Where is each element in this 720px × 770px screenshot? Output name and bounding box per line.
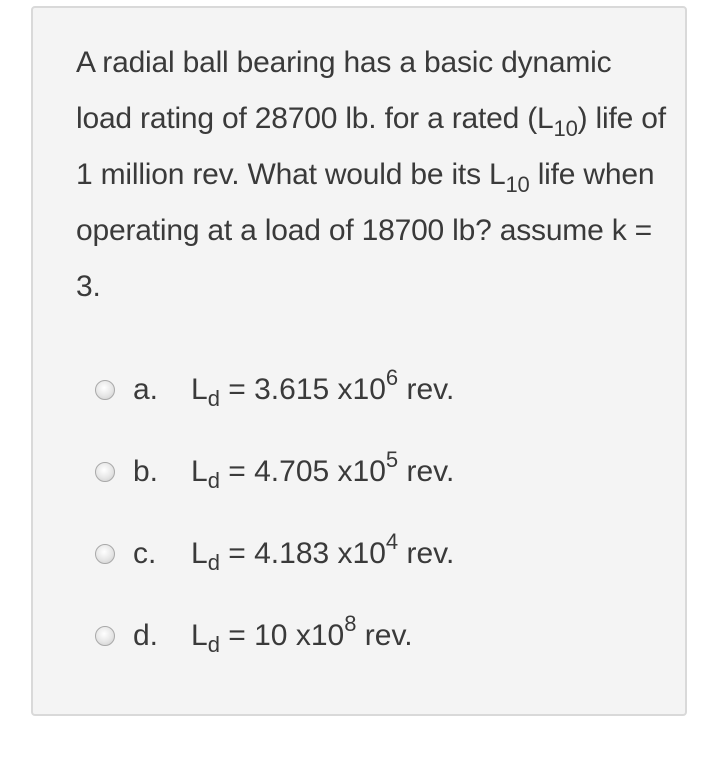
- option-d[interactable]: [95, 608, 655, 690]
- option-answer: [191, 362, 454, 418]
- answer-exponent: 8: [344, 611, 357, 636]
- answer-variable-subscript: d: [207, 632, 220, 657]
- question-text-part-1: A radial ball bearing has a basic dynamic load rating of 28700 lb. for a rated (L: [76, 46, 612, 135]
- answer-variable: L: [191, 455, 208, 488]
- answer-unit: rev.: [398, 537, 455, 570]
- answer-variable-subscript: d: [207, 386, 220, 411]
- answer-value: = 10 x10: [219, 619, 345, 652]
- answer-exponent: 6: [385, 365, 399, 390]
- question-subscript-2: 10: [505, 172, 530, 197]
- answer-variable: L: [191, 373, 208, 406]
- answer-value: = 3.615 x10: [219, 373, 386, 406]
- radio-button-c[interactable]: [95, 544, 115, 564]
- option-letter: d.: [133, 619, 159, 652]
- answer-exponent: 5: [385, 447, 399, 472]
- answer-variable-subscript: d: [207, 550, 220, 575]
- option-answer: [191, 608, 413, 664]
- radio-button-a[interactable]: [95, 380, 115, 400]
- answer-exponent: 4: [385, 529, 399, 554]
- answer-unit: rev.: [356, 619, 413, 652]
- answer-unit: rev.: [398, 455, 455, 488]
- answer-variable-subscript: d: [207, 468, 220, 493]
- answer-variable: L: [191, 537, 208, 570]
- option-b[interactable]: [95, 444, 655, 526]
- answer-options: [95, 362, 655, 690]
- answer-value: = 4.705 x10: [219, 455, 386, 488]
- option-letter: c.: [133, 537, 157, 570]
- option-a[interactable]: [95, 362, 655, 444]
- option-c[interactable]: [95, 526, 655, 608]
- radio-button-b[interactable]: [95, 462, 115, 482]
- question-text-part-2: ) life of 1 million rev. What would be its L: [76, 102, 666, 191]
- question-text: [76, 35, 666, 315]
- option-answer: [191, 526, 454, 582]
- answer-variable: L: [191, 619, 208, 652]
- question-subscript-1: 10: [553, 116, 578, 141]
- option-letter: b.: [133, 455, 159, 488]
- question-text-part-3: life when operating at a load of 18700 lb? assume k = 3.: [76, 158, 655, 303]
- question-card: [31, 6, 687, 716]
- answer-unit: rev.: [398, 373, 455, 406]
- radio-button-d[interactable]: [95, 626, 115, 646]
- answer-value: = 4.183 x10: [219, 537, 386, 570]
- option-answer: [191, 444, 454, 500]
- option-letter: a.: [133, 373, 159, 406]
